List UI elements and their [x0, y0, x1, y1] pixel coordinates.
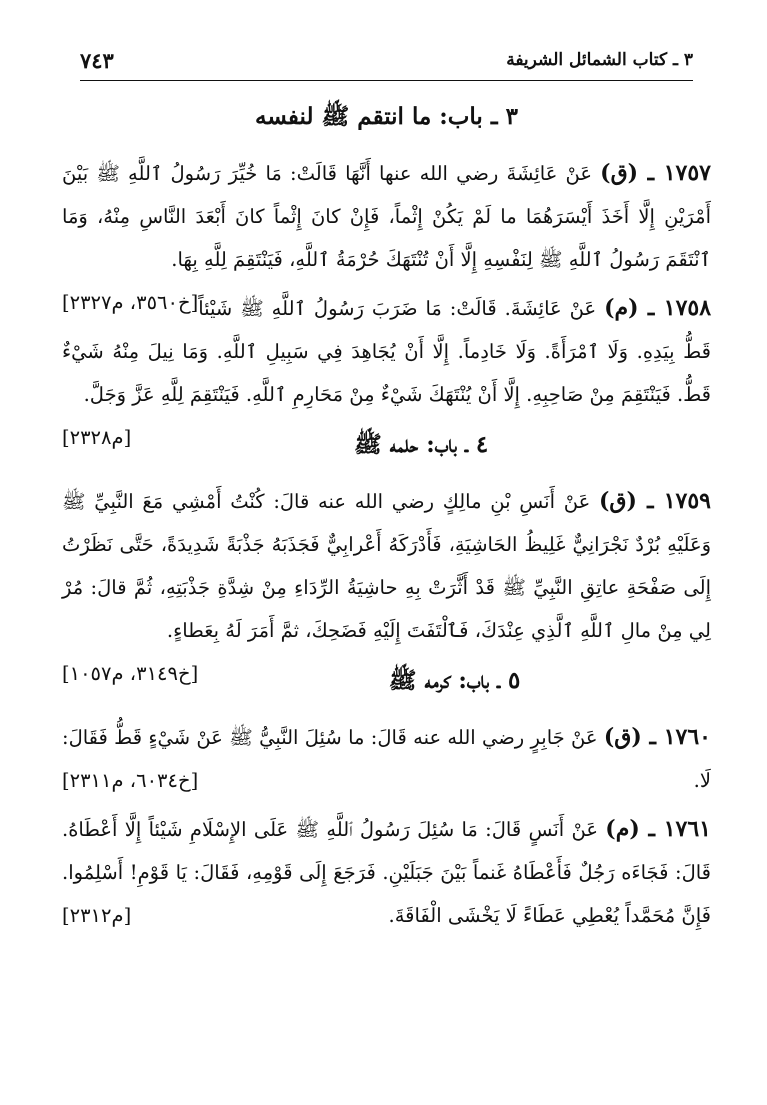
hadith-text: عَنْ عَائِشَةَ رضي الله عنها أَنَّهَا قَالَتْ: مَا خُيِّرَ رَسُولُ ٱللَّهِ ﷺ بَيْنَ أَمْرَيْنِ إِلَّا أَخَذَ أَيْسَرَهُمَا ما لَمْ يَكُنْ إِثْماً، فَإِنْ كانَ إِثْماً كانَ أَبْعَدَ النَّاسِ مِنْهُ، وَمَا ٱنْتَقَمَ رَسُولُ ٱللَّهِ ﷺ لِنَفْسِهِ إِلَّا أَنْ تُنْتَهَكَ حُرْمَةُ ٱللَّهِ، فَيَنْتَقِمَ لِلَّهِ بِهَا. — [62, 162, 711, 271]
hadith-reference: [م٢٣٢٨] — [62, 426, 132, 449]
page-header — [80, 40, 693, 81]
hadith-reference: [خ٣٥٦٠، م٢٣٢٧] — [62, 291, 199, 314]
hadith-number: ١٧٥٩ ـ (ق) — [598, 488, 711, 514]
hadith-text: عَنْ عَائِشَةَ. قَالَتْ: مَا ضَرَبَ رَسُولُ ٱللَّهِ ﷺ شَيْئاً قَطُّ بِيَدِهِ. وَلَا ٱمْرَأَةً. وَلَا خَادِماً. إِلَّا أَنْ يُجَاهِدَ فِي سَبِيلِ ٱللَّهِ. وَمَا نِيلَ مِنْهُ شَيْءٌ قَطُّ. فَيَنْتَقِمَ مِنْ صَاحِبِهِ. إِلَّا أَنْ يُنْتَهَكَ شَيْءٌ مِنْ مَحَارِمِ ٱللَّهِ. فَيَنْتَقِمَ لِلَّهِ عَزَّ وَجَلَّ. — [62, 297, 711, 406]
chapter-heading-4: ٤ ـ باب: حلمه ﷺ — [353, 431, 489, 458]
hadith-1761 — [62, 808, 711, 937]
hadith-text: عَنْ جَابِرٍ رضي الله عنه قَالَ: ما سُئِلَ النَّبِيُّ ﷺ عَنْ شَيْءٍ قَطُّ فَقَالَ: لَا. — [62, 726, 711, 792]
hadith-reference: [خ٦٠٣٤، م٢٣١١] — [62, 769, 199, 792]
hadith-reference: [م٢٣١٢] — [62, 904, 132, 927]
page-body — [62, 96, 711, 943]
hadith-text: عَنْ أَنَسٍ قَالَ: مَا سُئِلَ رَسُولُ ٱللَّهِ ﷺ عَلَى الإِسْلَامِ شَيْئاً إِلَّا أَعْطَاهُ. قَالَ: فَجَاءَه رَجُلٌ فَأَعْطَاهُ غَنماً بَيْنَ جَبَلَيْنِ. فَرَجَعَ إِلَى قَوْمِهِ، فَقَالَ: يَا قَوْمِ! أَسْلِمُوا. فَإِنَّ مُحَمَّداً يُعْطِي عَطَاءً لَا يَخْشَى الْفَاقَةَ. — [62, 818, 711, 927]
hadith-reference: [خ٣١٤٩، م١٠٥٧] — [62, 662, 199, 685]
running-title: ٣ ـ كتاب الشمائل الشريفة — [506, 50, 693, 70]
hadith-number: ١٧٥٨ ـ (م) — [604, 295, 712, 321]
chapter-heading-5: ٥ ـ باب: كرمه ﷺ — [388, 667, 521, 694]
hadith-text: عَنْ أَنَسِ بْنِ مالِكٍ رضي الله عنه قالَ: كُنْتُ أَمْشِي مَعَ النَّبِيِّ ﷺ وَعَلَيْهِ بُرْدٌ نَجْرَانِيٌّ غَلِيظُ الحَاشِيَةِ، فَأَدْرَكَهُ أَعْرابِيٌّ فَجَذَبَهُ جَذْبَةً شَدِيدَةً، حَتَّى نَظَرْتُ إِلَى صَفْحَةِ عاتِقِ النَّبِيِّ ﷺ قَدْ أَثَّرَتْ بِهِ حاشِيَةُ الرِّدَاءِ مِنْ شِدَّةِ جَذْبَتِهِ، ثُمَّ قالَ: مُرْ لِي مِنْ مالِ ٱللَّهِ ٱلَّذِي عِنْدَكَ، فَٱلْتَفَتَ إِلَيْهِ فَضَحِكَ، ثمَّ أَمَرَ لَهُ بِعَطاءٍ. — [62, 490, 711, 642]
chapter-heading-3: ٣ ـ باب: ما انتقم ﷺ لنفسه — [255, 103, 518, 130]
hadith-number: ١٧٥٧ ـ (ق) — [600, 160, 711, 186]
hadith-number: ١٧٦١ ـ (م) — [605, 816, 711, 842]
page-number: ٧٤٣ — [80, 47, 114, 73]
hadith-number: ١٧٦٠ ـ (ق) — [603, 724, 711, 750]
hadith-1760 — [62, 716, 711, 802]
